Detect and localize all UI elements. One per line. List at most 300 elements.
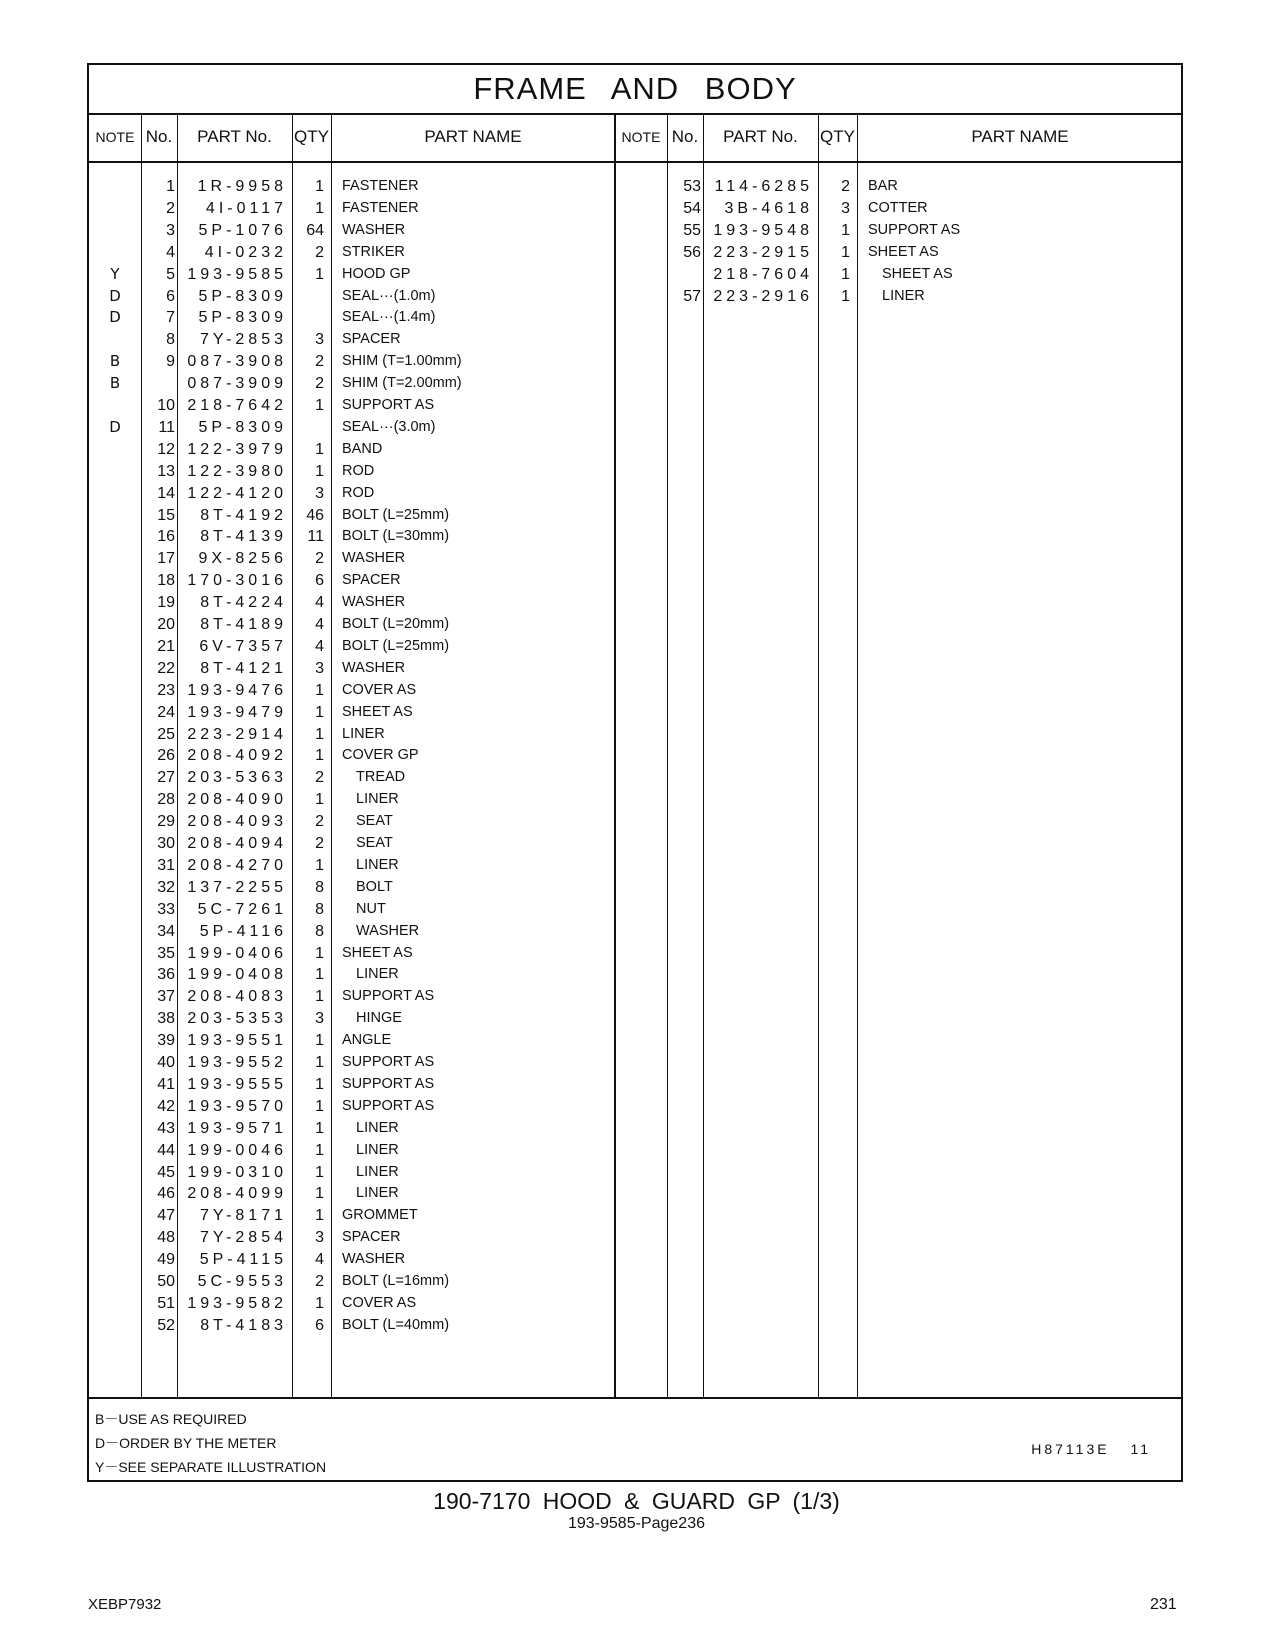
table-row: [89, 306, 1181, 329]
quantity-cell: 6: [315, 572, 324, 590]
quantity-cell: 3: [315, 659, 324, 677]
part-name-cell: BOLT (L=20mm): [342, 616, 450, 632]
part-number-cell: 193-9582: [187, 1294, 287, 1312]
note-cell: Y: [110, 264, 120, 283]
figure-subcaption: 193-9585-Page236: [567, 1515, 705, 1532]
item-number-cell: 32: [157, 878, 175, 896]
item-number-cell: 35: [157, 944, 175, 962]
quantity-cell: 2: [315, 813, 324, 831]
table-row: [89, 788, 1181, 811]
part-name-cell: LINER: [356, 1185, 399, 1202]
table-row: [89, 1073, 1181, 1096]
part-number-cell: 7Y-2854: [199, 1229, 287, 1247]
item-number-cell: 19: [157, 594, 175, 612]
table-row: [89, 1204, 1181, 1227]
legend-y: Y－SEE SEPARATE ILLUSTRATION: [95, 1459, 327, 1475]
part-name-cell: SUPPORT AS: [868, 221, 961, 238]
item-number-cell: 48: [157, 1229, 175, 1247]
part-name-cell: SPACER: [342, 572, 401, 589]
header-no-left: No.: [145, 127, 173, 146]
quantity-cell: 1: [315, 966, 324, 984]
quantity-cell: 1: [315, 988, 324, 1006]
header-part-no-right: PART No.: [723, 127, 798, 146]
part-number-cell: 203-5353: [187, 1010, 287, 1028]
quantity-cell: 2: [841, 178, 850, 195]
item-number-cell: 55: [683, 221, 701, 239]
part-number-cell: 122-4120: [187, 484, 287, 502]
part-name-cell: WASHER: [342, 594, 406, 611]
part-number-cell: 5C-7261: [197, 900, 287, 918]
item-number-cell: 18: [157, 572, 175, 590]
item-number-cell: 10: [157, 397, 175, 414]
item-number-cell: 43: [157, 1119, 175, 1137]
header-part-no-left: PART No.: [197, 127, 272, 146]
part-name-cell: SEAT: [356, 835, 393, 851]
item-number-cell: 25: [157, 725, 175, 743]
part-name-cell: ROD: [342, 462, 375, 479]
part-name-cell: BAR: [868, 178, 898, 194]
part-name-cell: SEAL···(1.0m): [342, 287, 436, 304]
part-number-cell: 3B-4618: [724, 199, 813, 217]
quantity-cell: 2: [315, 769, 324, 787]
quantity-cell: 2: [315, 353, 324, 371]
table-row: [89, 963, 1181, 986]
part-name-cell: SUPPORT AS: [342, 1097, 435, 1114]
note-cell: B: [109, 374, 121, 393]
item-number-cell: 13: [157, 462, 175, 480]
part-number-cell: 087-3909: [187, 375, 287, 393]
quantity-cell: 1: [315, 1185, 324, 1203]
part-name-cell: SHIM (T=1.00mm): [342, 353, 462, 370]
table-row: [89, 1226, 1181, 1249]
part-number-cell: 199-0408: [187, 966, 287, 984]
part-name-cell: SUPPORT AS: [342, 397, 435, 413]
note-cell: B: [109, 352, 121, 371]
table-row: [89, 1007, 1181, 1030]
part-number-cell: 223-2914: [187, 725, 287, 743]
part-number-cell: 223-2916: [713, 287, 813, 305]
part-name-cell: SEAL···(3.0m): [342, 418, 436, 435]
item-number-cell: 1: [166, 178, 175, 195]
table-row: [89, 1161, 1181, 1184]
item-number-cell: 4: [166, 243, 175, 261]
item-number-cell: 29: [157, 813, 175, 831]
table-row: [89, 1248, 1181, 1271]
part-name-cell: NUT: [356, 900, 386, 917]
page-number: 231: [1150, 1596, 1177, 1613]
item-number-cell: 46: [157, 1185, 175, 1203]
part-number-cell: 9X-8256: [198, 550, 287, 568]
quantity-cell: 2: [315, 243, 324, 261]
reference-code: H87113E 11: [1031, 1441, 1151, 1457]
part-name-cell: WASHER: [342, 550, 406, 567]
quantity-cell: 3: [315, 1010, 324, 1028]
part-number-cell: 208-4083: [187, 988, 287, 1006]
table-row: [89, 876, 1181, 899]
item-number-cell: 53: [683, 178, 701, 195]
quantity-cell: 2: [315, 835, 324, 852]
table-row: [89, 1029, 1181, 1052]
part-number-cell: 8T-4189: [200, 616, 287, 633]
quantity-cell: 6: [315, 1316, 324, 1334]
table-row: [89, 547, 1181, 570]
table-row: [89, 1139, 1181, 1162]
quantity-cell: 1: [315, 747, 324, 765]
quantity-cell: 11: [307, 528, 324, 546]
table-row: [89, 942, 1181, 965]
table-row: [89, 898, 1181, 921]
quantity-cell: 4: [315, 1251, 324, 1269]
item-number-cell: 14: [157, 484, 175, 502]
part-name-cell: BOLT (L=40mm): [342, 1316, 450, 1333]
part-number-cell: 5P-8309: [198, 309, 287, 327]
item-number-cell: 3: [166, 221, 175, 239]
part-name-cell: WASHER: [356, 922, 420, 939]
table-row: [89, 241, 1181, 264]
quantity-cell: 2: [315, 375, 324, 393]
quantity-cell: 1: [841, 221, 850, 239]
part-number-cell: 114-6285: [714, 178, 813, 195]
note-cell: D: [109, 417, 121, 436]
part-number-cell: 7Y-2853: [199, 331, 287, 349]
part-name-cell: SHEET AS: [342, 703, 413, 720]
item-number-cell: 49: [157, 1251, 175, 1269]
table-row: [89, 328, 1181, 351]
part-number-cell: 122-3979: [187, 440, 287, 458]
quantity-cell: 1: [315, 791, 324, 809]
item-number-cell: 20: [157, 616, 175, 633]
quantity-cell: 1: [315, 440, 324, 458]
table-row: [89, 416, 1181, 439]
part-name-cell: SPACER: [342, 1229, 401, 1246]
note-cell: D: [109, 286, 121, 305]
part-number-cell: 1R-9958: [197, 178, 287, 195]
part-number-cell: 8T-4192: [200, 506, 287, 524]
table-row: [89, 175, 1181, 198]
part-number-cell: 4I-0117: [205, 199, 287, 217]
item-number-cell: 37: [157, 988, 175, 1006]
table-row: [89, 1117, 1181, 1140]
part-name-cell: SHEET AS: [882, 265, 953, 282]
quantity-cell: 3: [841, 199, 850, 217]
item-number-cell: 36: [157, 966, 175, 984]
table-row: [89, 394, 1181, 417]
part-number-cell: 6V-7357: [199, 637, 287, 655]
item-number-cell: 57: [683, 287, 701, 305]
quantity-cell: 1: [315, 1097, 324, 1115]
table-row: [89, 1051, 1181, 1074]
item-number-cell: 38: [157, 1010, 175, 1028]
table-row: [89, 679, 1181, 702]
part-name-cell: WASHER: [342, 1251, 406, 1268]
quantity-cell: 1: [315, 703, 324, 721]
table-row: [89, 920, 1181, 943]
figure-caption: 190-7170 HOOD & GUARD GP (1/3): [433, 1488, 840, 1514]
quantity-cell: 8: [315, 900, 324, 918]
quantity-cell: 1: [315, 856, 324, 874]
table-row: [89, 832, 1181, 855]
part-name-cell: BAND: [342, 440, 383, 457]
part-name-cell: LINER: [882, 287, 925, 304]
header-note-left: NOTE: [95, 129, 135, 145]
quantity-cell: 3: [315, 331, 324, 349]
part-number-cell: 193-9585: [187, 265, 287, 283]
item-number-cell: 2: [166, 199, 175, 217]
quantity-cell: 1: [315, 265, 324, 283]
part-number-cell: 193-9570: [187, 1097, 287, 1115]
part-number-cell: 193-9548: [713, 221, 813, 239]
table-row: [89, 854, 1181, 877]
item-number-cell: 9: [166, 353, 175, 371]
table-row: [89, 635, 1181, 658]
header-note-right: NOTE: [621, 129, 661, 145]
item-number-cell: 45: [157, 1163, 175, 1181]
item-number-cell: 6: [166, 287, 175, 305]
quantity-cell: 1: [315, 199, 324, 217]
quantity-cell: 1: [841, 265, 850, 283]
item-number-cell: 47: [157, 1207, 175, 1225]
part-number-cell: 4I-0232: [204, 243, 287, 261]
header-divider: [89, 161, 1181, 163]
item-number-cell: 44: [157, 1141, 175, 1159]
quantity-cell: 1: [315, 397, 324, 414]
header-part-name-right: PART NAME: [971, 127, 1069, 146]
part-name-cell: LINER: [356, 1141, 399, 1158]
table-row: [89, 723, 1181, 746]
part-name-cell: SUPPORT AS: [342, 988, 435, 1005]
table-row: [89, 197, 1181, 220]
part-number-cell: 7Y-8171: [199, 1207, 287, 1225]
quantity-cell: 1: [315, 462, 324, 480]
part-name-cell: WASHER: [342, 659, 406, 676]
item-number-cell: 5: [166, 265, 175, 283]
part-name-cell: LINER: [356, 856, 399, 873]
part-name-cell: LINER: [356, 791, 399, 808]
item-number-cell: 21: [157, 637, 175, 655]
part-number-cell: 087-3908: [187, 353, 287, 371]
table-row: [89, 569, 1181, 592]
quantity-cell: 1: [841, 243, 850, 261]
item-number-cell: 27: [157, 769, 175, 787]
item-number-cell: 15: [157, 506, 175, 524]
table-row: [89, 657, 1181, 680]
header-part-name-left: PART NAME: [424, 127, 522, 146]
item-number-cell: 24: [157, 703, 175, 721]
part-number-cell: 5P-8309: [198, 287, 287, 305]
quantity-cell: 1: [315, 944, 324, 962]
part-number-cell: 208-4090: [187, 791, 287, 809]
part-name-cell: LINER: [356, 1163, 399, 1180]
quantity-cell: 2: [315, 550, 324, 568]
part-number-cell: 208-4093: [187, 813, 287, 831]
part-number-cell: 137-2255: [187, 878, 287, 896]
quantity-cell: 46: [306, 506, 324, 524]
part-number-cell: 193-9551: [187, 1032, 287, 1050]
part-number-cell: 170-3016: [187, 572, 287, 590]
part-number-cell: 199-0046: [187, 1141, 287, 1159]
item-number-cell: 34: [157, 922, 175, 940]
item-number-cell: 41: [157, 1075, 175, 1093]
table-row: [89, 744, 1181, 767]
quantity-cell: 1: [315, 178, 324, 195]
part-number-cell: 218-7604: [713, 265, 813, 283]
item-number-cell: 16: [157, 528, 175, 546]
table-row: [89, 372, 1181, 395]
part-name-cell: LINER: [356, 1119, 399, 1136]
document-id: XEBP7932: [88, 1596, 162, 1613]
item-number-cell: 23: [157, 681, 175, 699]
part-number-cell: 199-0406: [187, 944, 287, 962]
table-row: [89, 810, 1181, 833]
part-name-cell: TREAD: [356, 769, 406, 786]
header-no-right: No.: [671, 127, 699, 146]
part-name-cell: FASTENER: [342, 178, 419, 194]
part-number-cell: 193-9571: [187, 1119, 287, 1137]
part-name-cell: ANGLE: [342, 1032, 392, 1049]
item-number-cell: 54: [683, 199, 701, 217]
quantity-cell: 1: [315, 1075, 324, 1093]
part-number-cell: 5P-1076: [198, 221, 287, 239]
part-name-cell: ROD: [342, 484, 375, 501]
quantity-cell: 1: [315, 1163, 324, 1181]
part-number-cell: 8T-4121: [200, 659, 287, 677]
part-name-cell: BOLT (L=25mm): [342, 506, 450, 523]
part-number-cell: 193-9552: [187, 1054, 287, 1071]
table-row: [89, 350, 1181, 373]
quantity-cell: 1: [315, 681, 324, 699]
table-row: [89, 1270, 1181, 1293]
item-number-cell: 12: [157, 440, 175, 458]
part-name-cell: SHEET AS: [342, 944, 413, 961]
part-name-cell: COTTER: [868, 199, 928, 216]
part-number-cell: 208-4270: [187, 856, 287, 874]
part-name-cell: COVER AS: [342, 681, 417, 698]
item-number-cell: 50: [157, 1273, 175, 1290]
part-number-cell: 193-9555: [187, 1075, 287, 1093]
part-number-cell: 193-9476: [187, 681, 287, 699]
part-number-cell: 208-4092: [187, 747, 287, 765]
quantity-cell: 1: [315, 1054, 324, 1071]
part-number-cell: 8T-4224: [200, 594, 287, 612]
table-row: [89, 460, 1181, 483]
footer-divider: [89, 1397, 1181, 1399]
part-name-cell: LINER: [342, 725, 385, 742]
item-number-cell: 17: [157, 550, 175, 568]
part-name-cell: SUPPORT AS: [342, 1054, 435, 1070]
header-qty-right: QTY: [820, 127, 855, 146]
quantity-cell: 3: [315, 1229, 324, 1247]
part-name-cell: COVER AS: [342, 1294, 417, 1311]
table-row: [89, 263, 1181, 286]
item-number-cell: 26: [157, 747, 175, 765]
item-number-cell: 42: [157, 1097, 175, 1115]
quantity-cell: 1: [315, 725, 324, 743]
quantity-cell: 8: [315, 878, 324, 896]
table-row: [89, 985, 1181, 1008]
quantity-cell: 3: [315, 484, 324, 502]
table-row: [89, 766, 1181, 789]
part-name-cell: SUPPORT AS: [342, 1075, 435, 1092]
part-name-cell: GROMMET: [342, 1207, 418, 1224]
quantity-cell: 4: [315, 616, 324, 633]
item-number-cell: 51: [157, 1294, 175, 1312]
part-name-cell: SEAT: [356, 813, 393, 830]
part-name-cell: BOLT (L=30mm): [342, 528, 450, 545]
part-number-cell: 203-5363: [187, 769, 287, 787]
item-number-cell: 28: [157, 791, 175, 809]
part-number-cell: 5C-9553: [197, 1273, 287, 1290]
part-name-cell: FASTENER: [342, 199, 419, 216]
table-row: [89, 1292, 1181, 1315]
part-name-cell: HOOD GP: [342, 265, 411, 282]
part-number-cell: 208-4099: [187, 1185, 287, 1203]
table-row: [89, 285, 1181, 308]
item-number-cell: 30: [157, 835, 175, 852]
header-qty-left: QTY: [294, 127, 329, 146]
part-name-cell: SHEET AS: [868, 243, 939, 260]
part-name-cell: COVER GP: [342, 747, 419, 764]
part-number-cell: 5P-4115: [199, 1251, 287, 1269]
part-number-cell: 193-9479: [187, 703, 287, 721]
quantity-cell: 8: [315, 922, 324, 940]
item-number-cell: 56: [683, 243, 701, 261]
part-number-cell: 8T-4139: [200, 528, 287, 546]
table-row: [89, 504, 1181, 527]
quantity-cell: 1: [315, 1294, 324, 1312]
item-number-cell: 39: [157, 1032, 175, 1050]
note-cell: D: [109, 308, 121, 327]
quantity-cell: 4: [315, 637, 324, 655]
part-number-cell: 223-2915: [713, 243, 813, 261]
legend-d: D－ORDER BY THE METER: [95, 1435, 277, 1451]
table-row: [89, 701, 1181, 724]
part-number-cell: 208-4094: [187, 835, 287, 852]
part-name-cell: SPACER: [342, 331, 401, 348]
item-number-cell: 33: [157, 900, 175, 918]
quantity-cell: 1: [841, 287, 850, 305]
table-row: [89, 1095, 1181, 1118]
table-row: [89, 613, 1181, 636]
item-number-cell: 7: [166, 309, 175, 327]
item-number-cell: 52: [157, 1316, 175, 1334]
part-name-cell: SHIM (T=2.00mm): [342, 375, 462, 392]
part-name-cell: STRIKER: [342, 243, 405, 260]
item-number-cell: 11: [158, 418, 175, 436]
item-number-cell: 40: [157, 1054, 175, 1071]
part-number-cell: 122-3980: [187, 462, 287, 480]
part-name-cell: HINGE: [356, 1010, 402, 1027]
part-number-cell: 8T-4183: [200, 1316, 287, 1334]
part-name-cell: SEAL···(1.4m): [342, 309, 436, 326]
legend-b: B－USE AS REQUIRED: [95, 1411, 247, 1427]
quantity-cell: 1: [315, 1141, 324, 1159]
quantity-cell: 1: [315, 1207, 324, 1225]
quantity-cell: 2: [315, 1273, 324, 1290]
table-row: [89, 482, 1181, 505]
part-name-cell: BOLT (L=25mm): [342, 637, 450, 654]
quantity-cell: 4: [315, 594, 324, 612]
item-number-cell: 22: [157, 659, 175, 677]
table-title: FRAME AND BODY: [89, 65, 1181, 115]
table-row: [89, 219, 1181, 242]
quantity-cell: 1: [315, 1119, 324, 1137]
table-row: [89, 1182, 1181, 1205]
table-row: [89, 591, 1181, 614]
part-number-cell: 218-7642: [187, 397, 287, 414]
parts-table-frame: [87, 63, 1183, 1482]
part-name-cell: LINER: [356, 966, 399, 983]
table-row: [89, 525, 1181, 548]
